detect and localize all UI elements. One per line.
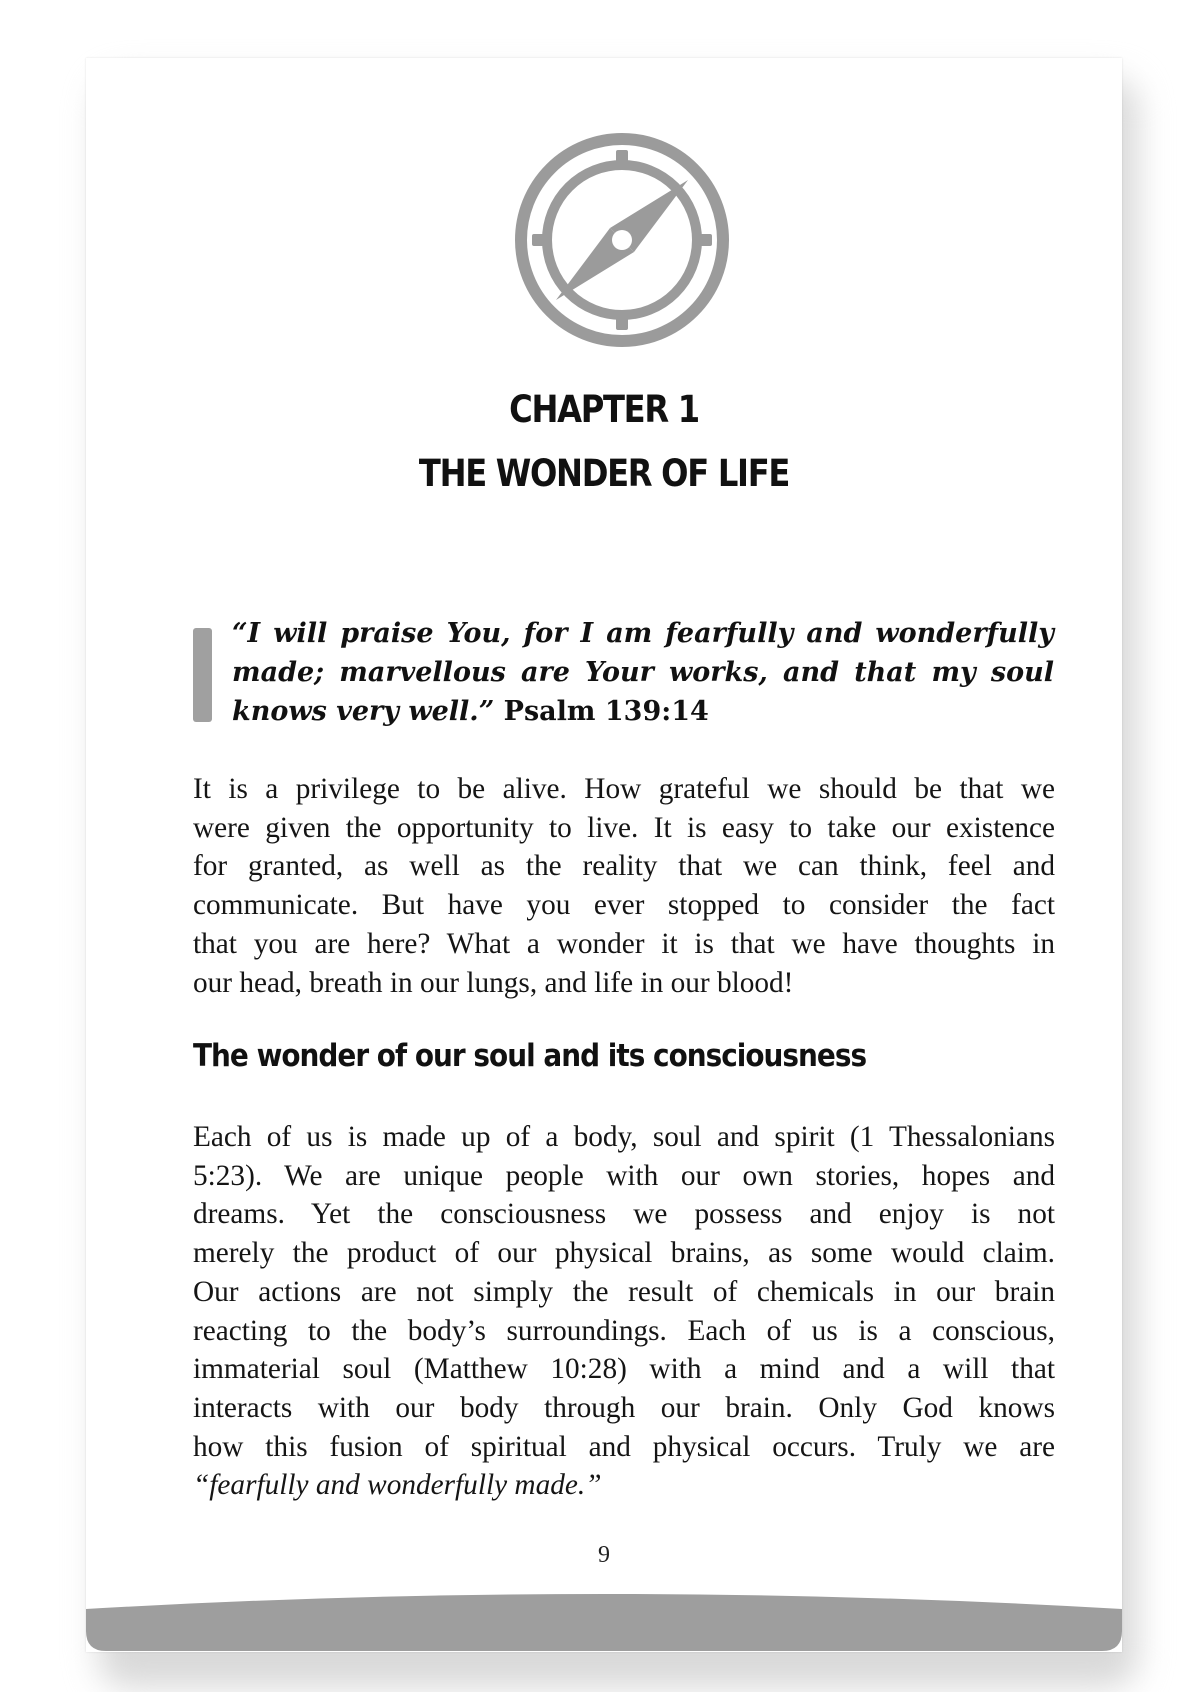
- paragraph-line: for granted, as well as the reality that we can think, feel and: [193, 850, 1055, 883]
- paragraph-line: reacting to the body’s surroundings. Each of us is a conscious,: [193, 1314, 1055, 1347]
- chapter-number: CHAPTER 1: [509, 388, 699, 431]
- paragraph-line: communicate. But have you ever stopped to consider the fact: [193, 889, 1055, 922]
- paragraph-1: [193, 770, 1055, 1002]
- epigraph-reference: Psalm 139:14: [503, 696, 709, 727]
- paragraph-line: merely the product of our physical brains, as some would claim.: [193, 1237, 1055, 1270]
- epigraph-quote: “I will praise You, for I am fearfully and wonderfully made; marvellous are Your works, and that my soul knows very well.”: [232, 618, 1054, 727]
- paragraph-line: dreams. Yet the consciousness we possess and enjoy is not: [193, 1198, 1055, 1231]
- paragraph-line: It is a privilege to be alive. How grateful we should be that we: [193, 773, 1055, 805]
- paragraph-line: immaterial soul (Matthew 10:28) with a mind and a will that: [193, 1353, 1055, 1386]
- paragraph-line: that you are here? What a wonder it is that we have thoughts in: [193, 927, 1055, 960]
- closing-quote: [193, 1466, 1055, 1505]
- page-curl-edge: [86, 1585, 1122, 1653]
- paragraph-line: Each of us is made up of a body, soul and spirit (1 Thessalonians: [193, 1121, 1055, 1153]
- paragraph-line: were given the opportunity to live. It is easy to take our existence: [193, 811, 1055, 844]
- epigraph: [232, 614, 1054, 731]
- paragraph-line: Our actions are not simply the result of chemicals in our brain: [193, 1275, 1055, 1308]
- paragraph-line: interacts with our body through our brain. Only God knows: [193, 1391, 1055, 1424]
- chapter-title: THE WONDER OF LIFE: [418, 452, 790, 495]
- paragraph-line: how this fusion of spiritual and physical occurs. Truly we are: [193, 1430, 1055, 1463]
- compass-icon: [510, 128, 734, 352]
- epigraph-bar: [193, 628, 212, 722]
- paragraph-line: 5:23). We are unique people with our own stories, hopes and: [193, 1159, 1055, 1192]
- closing-quote-text: “fearfully and wonderfully made.”: [193, 1469, 602, 1502]
- section-subheading: The wonder of our soul and its consciousness: [193, 1038, 867, 1074]
- paragraph-2: [193, 1118, 1055, 1505]
- page-number: 9: [598, 1542, 610, 1568]
- paragraph-line: our head, breath in our lungs, and life in our blood!: [193, 966, 794, 999]
